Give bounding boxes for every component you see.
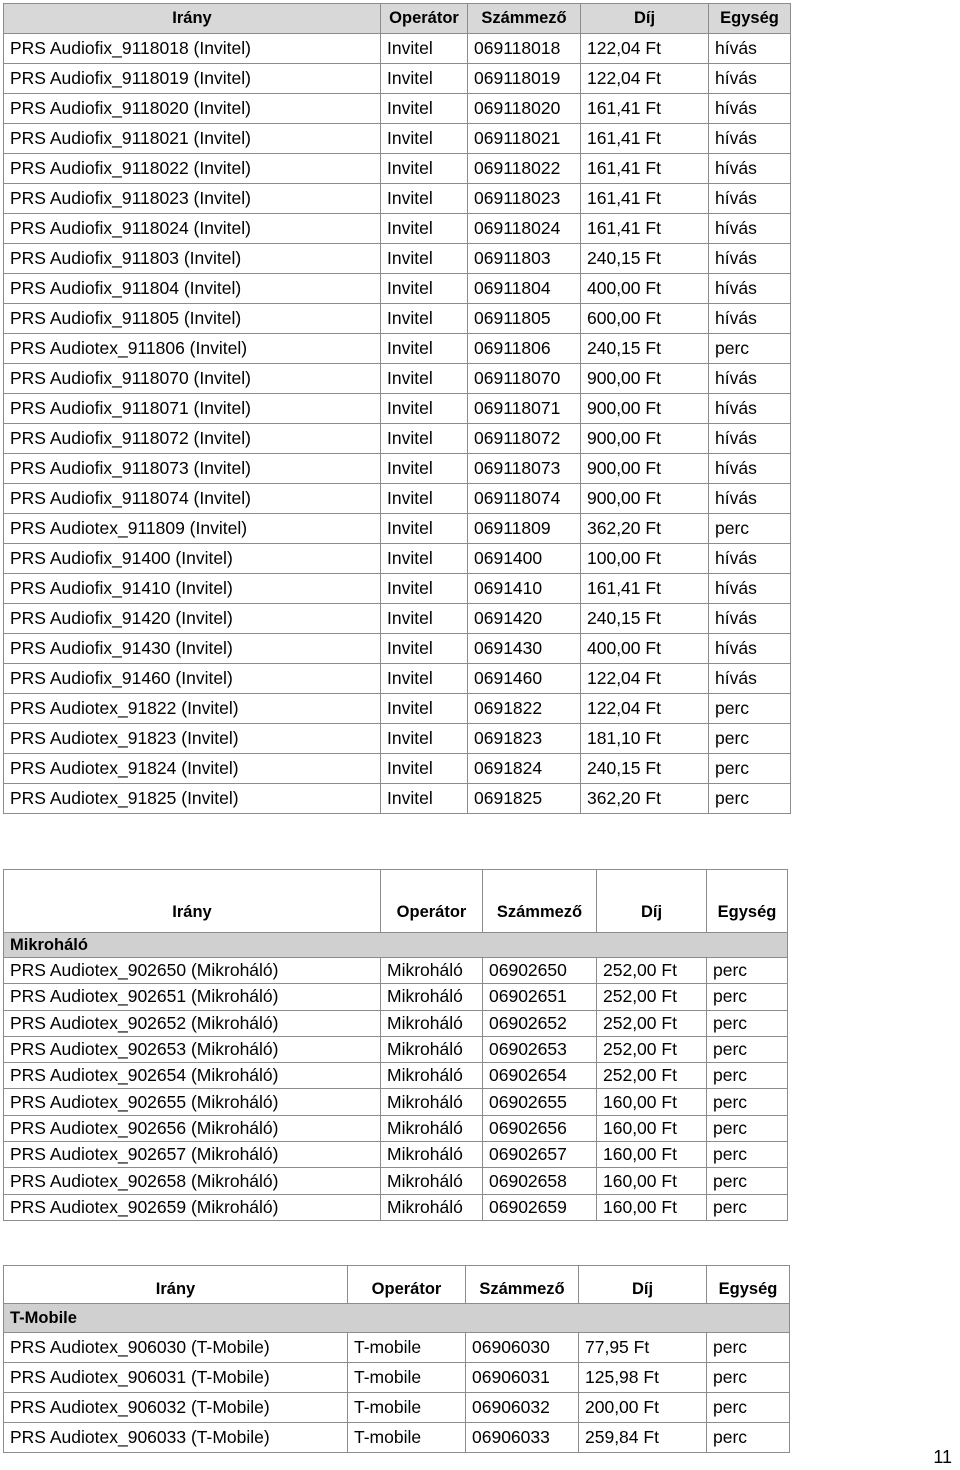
cell-dij: 77,95 Ft [579, 1333, 707, 1363]
cell-irany: PRS Audiotex_902652 (Mikroháló) [4, 1010, 381, 1036]
cell-operator: Mikroháló [381, 958, 483, 984]
cell-operator: Invitel [381, 424, 468, 454]
cell-dij: 160,00 Ft [597, 1168, 707, 1194]
section-label: Mikroháló [4, 933, 788, 958]
cell-irany: PRS Audiotex_906030 (T-Mobile) [4, 1333, 348, 1363]
cell-dij: 181,10 Ft [581, 724, 709, 754]
table-row [4, 64, 791, 94]
cell-operator: Mikroháló [381, 1010, 483, 1036]
cell-szammezo: 069118023 [468, 184, 581, 214]
cell-egyseg: perc [707, 1142, 788, 1168]
cell-operator: Invitel [381, 694, 468, 724]
col-header-szammezo: Számmező [466, 1266, 579, 1304]
cell-operator: Invitel [381, 574, 468, 604]
cell-operator: Invitel [381, 394, 468, 424]
table-row [4, 724, 791, 754]
cell-egyseg: hívás [709, 634, 791, 664]
cell-szammezo: 069118024 [468, 214, 581, 244]
cell-irany: PRS Audiotex_906031 (T-Mobile) [4, 1363, 348, 1393]
cell-irany: PRS Audiotex_91823 (Invitel) [4, 724, 381, 754]
cell-operator: Invitel [381, 634, 468, 664]
cell-operator: Invitel [381, 274, 468, 304]
cell-irany: PRS Audiotex_902650 (Mikroháló) [4, 958, 381, 984]
cell-szammezo: 0691823 [468, 724, 581, 754]
cell-egyseg: perc [709, 724, 791, 754]
cell-egyseg: hívás [709, 484, 791, 514]
table-row [4, 1194, 788, 1220]
table-row [4, 334, 791, 364]
cell-egyseg: perc [707, 958, 788, 984]
cell-dij: 161,41 Ft [581, 184, 709, 214]
col-header-irany: Irány [4, 870, 381, 933]
cell-irany: PRS Audiofix_9118023 (Invitel) [4, 184, 381, 214]
cell-egyseg: perc [707, 1423, 790, 1453]
cell-szammezo: 0691460 [468, 664, 581, 694]
cell-egyseg: hívás [709, 244, 791, 274]
cell-dij: 125,98 Ft [579, 1363, 707, 1393]
cell-operator: Invitel [381, 454, 468, 484]
cell-irany: PRS Audiofix_9118073 (Invitel) [4, 454, 381, 484]
cell-szammezo: 0691824 [468, 754, 581, 784]
cell-irany: PRS Audiofix_91460 (Invitel) [4, 664, 381, 694]
cell-irany: PRS Audiofix_9118021 (Invitel) [4, 124, 381, 154]
cell-szammezo: 06902657 [483, 1142, 597, 1168]
cell-egyseg: hívás [709, 574, 791, 604]
cell-irany: PRS Audiotex_906032 (T-Mobile) [4, 1393, 348, 1423]
cell-dij: 160,00 Ft [597, 1194, 707, 1220]
cell-egyseg: hívás [709, 454, 791, 484]
cell-szammezo: 069118021 [468, 124, 581, 154]
cell-operator: Mikroháló [381, 1142, 483, 1168]
cell-irany: PRS Audiotex_902656 (Mikroháló) [4, 1115, 381, 1141]
cell-irany: PRS Audiotex_91825 (Invitel) [4, 784, 381, 814]
cell-szammezo: 06911804 [468, 274, 581, 304]
table-row [4, 484, 791, 514]
cell-operator: Invitel [381, 124, 468, 154]
cell-egyseg: perc [707, 1063, 788, 1089]
table-row [4, 1333, 790, 1363]
col-header-irany: Irány [4, 1266, 348, 1304]
cell-szammezo: 0691400 [468, 544, 581, 574]
table-row [4, 214, 791, 244]
cell-egyseg: hívás [709, 154, 791, 184]
tmobile-tariff-table [3, 1265, 790, 1453]
cell-irany: PRS Audiotex_902657 (Mikroháló) [4, 1142, 381, 1168]
cell-egyseg: hívás [709, 604, 791, 634]
cell-szammezo: 0691822 [468, 694, 581, 724]
cell-dij: 900,00 Ft [581, 394, 709, 424]
cell-dij: 122,04 Ft [581, 664, 709, 694]
table-row [4, 184, 791, 214]
cell-egyseg: hívás [709, 394, 791, 424]
cell-dij: 252,00 Ft [597, 1010, 707, 1036]
cell-szammezo: 06902650 [483, 958, 597, 984]
col-header-egyseg: Egység [707, 1266, 790, 1304]
cell-egyseg: hívás [709, 304, 791, 334]
cell-operator: Mikroháló [381, 1168, 483, 1194]
cell-dij: 240,15 Ft [581, 604, 709, 634]
table-row [4, 634, 791, 664]
cell-dij: 252,00 Ft [597, 958, 707, 984]
cell-egyseg: perc [709, 694, 791, 724]
cell-szammezo: 06911809 [468, 514, 581, 544]
cell-irany: PRS Audiotex_906033 (T-Mobile) [4, 1423, 348, 1453]
cell-dij: 161,41 Ft [581, 214, 709, 244]
table-row [4, 784, 791, 814]
table-row [4, 694, 791, 724]
cell-szammezo: 06902659 [483, 1194, 597, 1220]
cell-dij: 122,04 Ft [581, 64, 709, 94]
cell-egyseg: hívás [709, 424, 791, 454]
cell-irany: PRS Audiofix_9118019 (Invitel) [4, 64, 381, 94]
cell-dij: 252,00 Ft [597, 984, 707, 1010]
table-header-row [4, 870, 788, 933]
cell-dij: 160,00 Ft [597, 1115, 707, 1141]
cell-irany: PRS Audiofix_9118072 (Invitel) [4, 424, 381, 454]
cell-operator: T-mobile [348, 1393, 466, 1423]
cell-irany: PRS Audiotex_91822 (Invitel) [4, 694, 381, 724]
table-row [4, 454, 791, 484]
cell-operator: Invitel [381, 724, 468, 754]
cell-egyseg: perc [707, 984, 788, 1010]
cell-operator: Invitel [381, 784, 468, 814]
cell-irany: PRS Audiofix_9118074 (Invitel) [4, 484, 381, 514]
table-header-row [4, 1266, 790, 1304]
table-row [4, 244, 791, 274]
table-row [4, 424, 791, 454]
table-row [4, 958, 788, 984]
cell-dij: 122,04 Ft [581, 34, 709, 64]
cell-dij: 900,00 Ft [581, 454, 709, 484]
col-header-egyseg: Egység [707, 870, 788, 933]
cell-egyseg: hívás [709, 274, 791, 304]
table-row [4, 1142, 788, 1168]
section-label: T-Mobile [4, 1304, 790, 1333]
cell-operator: Invitel [381, 214, 468, 244]
cell-szammezo: 06902654 [483, 1063, 597, 1089]
cell-egyseg: perc [709, 754, 791, 784]
cell-operator: T-mobile [348, 1423, 466, 1453]
cell-dij: 161,41 Ft [581, 154, 709, 184]
table-header-row [4, 4, 791, 34]
cell-szammezo: 0691410 [468, 574, 581, 604]
cell-operator: T-mobile [348, 1333, 466, 1363]
cell-irany: PRS Audiotex_902658 (Mikroháló) [4, 1168, 381, 1194]
cell-dij: 362,20 Ft [581, 514, 709, 544]
cell-dij: 252,00 Ft [597, 1063, 707, 1089]
cell-irany: PRS Audiofix_9118024 (Invitel) [4, 214, 381, 244]
table-row [4, 754, 791, 784]
cell-operator: Mikroháló [381, 1115, 483, 1141]
cell-operator: Invitel [381, 664, 468, 694]
cell-operator: T-mobile [348, 1363, 466, 1393]
cell-irany: PRS Audiofix_9118070 (Invitel) [4, 364, 381, 394]
cell-szammezo: 06902655 [483, 1089, 597, 1115]
cell-dij: 100,00 Ft [581, 544, 709, 574]
table-row [4, 1036, 788, 1062]
cell-dij: 362,20 Ft [581, 784, 709, 814]
cell-dij: 122,04 Ft [581, 694, 709, 724]
cell-szammezo: 06906031 [466, 1363, 579, 1393]
section-row [4, 1304, 790, 1333]
cell-egyseg: hívás [709, 364, 791, 394]
cell-szammezo: 06902652 [483, 1010, 597, 1036]
cell-irany: PRS Audiofix_9118022 (Invitel) [4, 154, 381, 184]
cell-egyseg: hívás [709, 64, 791, 94]
cell-dij: 900,00 Ft [581, 484, 709, 514]
cell-irany: PRS Audiofix_91430 (Invitel) [4, 634, 381, 664]
cell-egyseg: perc [709, 334, 791, 364]
invitel-tariff-table [3, 3, 791, 814]
col-header-dij: Díj [597, 870, 707, 933]
cell-operator: Mikroháló [381, 1063, 483, 1089]
cell-irany: PRS Audiofix_91400 (Invitel) [4, 544, 381, 574]
cell-egyseg: perc [707, 1115, 788, 1141]
cell-egyseg: perc [709, 784, 791, 814]
cell-egyseg: hívás [709, 214, 791, 244]
table-row [4, 544, 791, 574]
cell-dij: 259,84 Ft [579, 1423, 707, 1453]
cell-operator: Invitel [381, 484, 468, 514]
cell-dij: 252,00 Ft [597, 1036, 707, 1062]
cell-operator: Mikroháló [381, 1036, 483, 1062]
cell-szammezo: 069118020 [468, 94, 581, 124]
cell-szammezo: 06911806 [468, 334, 581, 364]
page-number: 11 [933, 1447, 952, 1467]
cell-szammezo: 06902658 [483, 1168, 597, 1194]
cell-irany: PRS Audiotex_911806 (Invitel) [4, 334, 381, 364]
cell-irany: PRS Audiofix_91410 (Invitel) [4, 574, 381, 604]
col-header-dij: Díj [581, 4, 709, 34]
col-header-operator: Operátor [348, 1266, 466, 1304]
section-row [4, 933, 788, 958]
cell-dij: 400,00 Ft [581, 274, 709, 304]
table-row [4, 274, 791, 304]
cell-irany: PRS Audiofix_911804 (Invitel) [4, 274, 381, 304]
table-row [4, 1168, 788, 1194]
cell-operator: Invitel [381, 604, 468, 634]
cell-szammezo: 069118071 [468, 394, 581, 424]
table-row [4, 154, 791, 184]
cell-dij: 200,00 Ft [579, 1393, 707, 1423]
cell-egyseg: perc [707, 1168, 788, 1194]
table-row [4, 574, 791, 604]
cell-irany: PRS Audiotex_911809 (Invitel) [4, 514, 381, 544]
table-row [4, 1010, 788, 1036]
cell-irany: PRS Audiofix_911805 (Invitel) [4, 304, 381, 334]
cell-irany: PRS Audiofix_9118071 (Invitel) [4, 394, 381, 424]
cell-irany: PRS Audiofix_911803 (Invitel) [4, 244, 381, 274]
cell-szammezo: 06911803 [468, 244, 581, 274]
table-row [4, 664, 791, 694]
cell-irany: PRS Audiofix_9118020 (Invitel) [4, 94, 381, 124]
cell-irany: PRS Audiotex_902653 (Mikroháló) [4, 1036, 381, 1062]
cell-operator: Invitel [381, 184, 468, 214]
table-row [4, 1063, 788, 1089]
cell-szammezo: 069118074 [468, 484, 581, 514]
cell-szammezo: 06902651 [483, 984, 597, 1010]
cell-irany: PRS Audiofix_91420 (Invitel) [4, 604, 381, 634]
cell-szammezo: 069118019 [468, 64, 581, 94]
col-header-szammezo: Számmező [483, 870, 597, 933]
cell-szammezo: 06906030 [466, 1333, 579, 1363]
cell-operator: Invitel [381, 514, 468, 544]
cell-egyseg: perc [707, 1333, 790, 1363]
cell-egyseg: perc [707, 1393, 790, 1423]
cell-egyseg: hívás [709, 184, 791, 214]
cell-operator: Invitel [381, 334, 468, 364]
cell-szammezo: 069118072 [468, 424, 581, 454]
cell-operator: Invitel [381, 304, 468, 334]
cell-szammezo: 06911805 [468, 304, 581, 334]
cell-egyseg: perc [707, 1010, 788, 1036]
cell-operator: Mikroháló [381, 1089, 483, 1115]
table-row [4, 34, 791, 64]
cell-dij: 600,00 Ft [581, 304, 709, 334]
col-header-operator: Operátor [381, 870, 483, 933]
cell-szammezo: 069118022 [468, 154, 581, 184]
cell-szammezo: 06906032 [466, 1393, 579, 1423]
cell-irany: PRS Audiotex_902654 (Mikroháló) [4, 1063, 381, 1089]
cell-egyseg: hívás [709, 124, 791, 154]
cell-irany: PRS Audiotex_902659 (Mikroháló) [4, 1194, 381, 1220]
cell-operator: Invitel [381, 34, 468, 64]
mikrohalo-tariff-table [3, 869, 788, 1221]
table-row [4, 1089, 788, 1115]
col-header-szammezo: Számmező [468, 4, 581, 34]
cell-szammezo: 06902656 [483, 1115, 597, 1141]
col-header-operator: Operátor [381, 4, 468, 34]
table-row [4, 124, 791, 154]
table-row [4, 514, 791, 544]
table-row [4, 304, 791, 334]
cell-egyseg: perc [707, 1194, 788, 1220]
table-row [4, 394, 791, 424]
cell-operator: Mikroháló [381, 1194, 483, 1220]
cell-dij: 161,41 Ft [581, 94, 709, 124]
cell-irany: PRS Audiofix_9118018 (Invitel) [4, 34, 381, 64]
cell-szammezo: 0691420 [468, 604, 581, 634]
cell-szammezo: 06906033 [466, 1423, 579, 1453]
cell-operator: Invitel [381, 154, 468, 184]
cell-egyseg: hívás [709, 34, 791, 64]
cell-egyseg: perc [707, 1036, 788, 1062]
cell-dij: 240,15 Ft [581, 754, 709, 784]
cell-szammezo: 06902653 [483, 1036, 597, 1062]
cell-egyseg: perc [707, 1363, 790, 1393]
cell-operator: Invitel [381, 364, 468, 394]
cell-dij: 240,15 Ft [581, 244, 709, 274]
cell-egyseg: perc [709, 514, 791, 544]
cell-operator: Invitel [381, 64, 468, 94]
cell-irany: PRS Audiotex_902651 (Mikroháló) [4, 984, 381, 1010]
cell-dij: 240,15 Ft [581, 334, 709, 364]
col-header-dij: Díj [579, 1266, 707, 1304]
cell-dij: 160,00 Ft [597, 1089, 707, 1115]
cell-dij: 160,00 Ft [597, 1142, 707, 1168]
cell-szammezo: 0691430 [468, 634, 581, 664]
cell-operator: Invitel [381, 94, 468, 124]
cell-dij: 161,41 Ft [581, 574, 709, 604]
cell-szammezo: 069118073 [468, 454, 581, 484]
cell-szammezo: 069118070 [468, 364, 581, 394]
cell-dij: 900,00 Ft [581, 364, 709, 394]
cell-egyseg: hívás [709, 664, 791, 694]
table-row [4, 94, 791, 124]
col-header-egyseg: Egység [709, 4, 791, 34]
cell-dij: 400,00 Ft [581, 634, 709, 664]
cell-operator: Mikroháló [381, 984, 483, 1010]
cell-szammezo: 0691825 [468, 784, 581, 814]
table-row [4, 1423, 790, 1453]
table-row [4, 984, 788, 1010]
cell-dij: 161,41 Ft [581, 124, 709, 154]
col-header-irany: Irány [4, 4, 381, 34]
cell-operator: Invitel [381, 754, 468, 784]
table-row [4, 1393, 790, 1423]
table-row [4, 604, 791, 634]
cell-irany: PRS Audiotex_902655 (Mikroháló) [4, 1089, 381, 1115]
cell-irany: PRS Audiotex_91824 (Invitel) [4, 754, 381, 784]
table-row [4, 1115, 788, 1141]
cell-operator: Invitel [381, 244, 468, 274]
cell-operator: Invitel [381, 544, 468, 574]
cell-dij: 900,00 Ft [581, 424, 709, 454]
table-row [4, 364, 791, 394]
cell-egyseg: perc [707, 1089, 788, 1115]
cell-szammezo: 069118018 [468, 34, 581, 64]
cell-egyseg: hívás [709, 94, 791, 124]
cell-egyseg: hívás [709, 544, 791, 574]
table-row [4, 1363, 790, 1393]
